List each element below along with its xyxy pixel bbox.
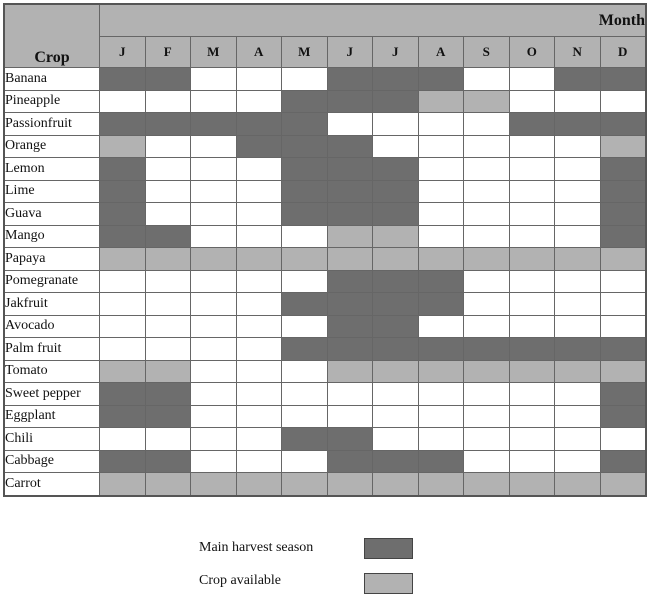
table-row [4, 405, 646, 428]
table-row [4, 135, 646, 158]
season-cell [191, 450, 237, 473]
season-cell [600, 203, 646, 226]
season-cell [145, 338, 191, 361]
season-cell [600, 473, 646, 496]
season-cell [418, 383, 464, 406]
season-cell [373, 405, 419, 428]
season-cell [145, 405, 191, 428]
table-row [4, 315, 646, 338]
season-cell [191, 315, 237, 338]
season-cell [100, 293, 146, 316]
season-cell [100, 338, 146, 361]
season-cell [464, 338, 510, 361]
season-cell [373, 135, 419, 158]
season-cell [418, 203, 464, 226]
season-cell [100, 473, 146, 496]
season-cell [282, 293, 328, 316]
season-cell [100, 450, 146, 473]
season-cell [236, 203, 282, 226]
season-cell [509, 270, 555, 293]
season-cell [464, 450, 510, 473]
season-cell [191, 293, 237, 316]
season-cell [555, 315, 601, 338]
season-cell [100, 180, 146, 203]
season-cell [236, 428, 282, 451]
season-cell [600, 90, 646, 113]
season-cell [418, 338, 464, 361]
season-cell [555, 270, 601, 293]
legend-main-label: Main harvest season [199, 540, 314, 555]
season-cell [145, 180, 191, 203]
season-cell [373, 225, 419, 248]
table-row [4, 113, 646, 136]
season-cell [191, 225, 237, 248]
season-cell [145, 450, 191, 473]
season-cell [145, 360, 191, 383]
season-cell [100, 203, 146, 226]
season-cell [373, 315, 419, 338]
crop-name: Avocado [4, 315, 100, 338]
season-cell [600, 338, 646, 361]
season-cell [145, 315, 191, 338]
season-cell [145, 473, 191, 496]
season-cell [100, 135, 146, 158]
season-cell [236, 180, 282, 203]
season-cell [555, 293, 601, 316]
season-cell [600, 428, 646, 451]
season-cell [418, 360, 464, 383]
season-cell [327, 135, 373, 158]
season-cell [555, 68, 601, 91]
season-cell [464, 383, 510, 406]
crop-rows [4, 68, 646, 496]
crop-name: Tomato [4, 360, 100, 383]
month-label: D [600, 37, 646, 68]
season-cell [464, 158, 510, 181]
season-cell [100, 248, 146, 271]
season-cell [555, 90, 601, 113]
season-cell [509, 428, 555, 451]
season-cell [555, 405, 601, 428]
season-cell [464, 315, 510, 338]
season-cell [373, 383, 419, 406]
season-cell [327, 180, 373, 203]
season-cell [509, 158, 555, 181]
season-cell [509, 68, 555, 91]
season-cell [100, 428, 146, 451]
season-cell [509, 180, 555, 203]
harvest-calendar-table [3, 3, 647, 497]
season-cell [464, 405, 510, 428]
season-cell [100, 113, 146, 136]
season-cell [464, 428, 510, 451]
season-cell [100, 315, 146, 338]
season-cell [145, 68, 191, 91]
season-cell [418, 428, 464, 451]
season-cell [464, 225, 510, 248]
season-cell [327, 473, 373, 496]
season-cell [145, 383, 191, 406]
crop-name: Papaya [4, 248, 100, 271]
crop-name: Carrot [4, 473, 100, 496]
season-cell [464, 473, 510, 496]
crop-name: Lemon [4, 158, 100, 181]
season-cell [373, 360, 419, 383]
season-cell [191, 360, 237, 383]
season-cell [327, 383, 373, 406]
season-cell [418, 180, 464, 203]
month-label: J [327, 37, 373, 68]
crop-name: Guava [4, 203, 100, 226]
season-cell [145, 428, 191, 451]
season-cell [373, 293, 419, 316]
season-cell [373, 428, 419, 451]
season-cell [282, 383, 328, 406]
season-cell [464, 248, 510, 271]
table-row [4, 338, 646, 361]
season-cell [327, 248, 373, 271]
crop-name: Jakfruit [4, 293, 100, 316]
season-cell [509, 450, 555, 473]
crop-name: Eggplant [4, 405, 100, 428]
month-label: J [100, 37, 146, 68]
season-cell [236, 360, 282, 383]
month-label: M [191, 37, 237, 68]
season-cell [464, 360, 510, 383]
season-cell [100, 68, 146, 91]
season-cell [418, 270, 464, 293]
season-cell [373, 158, 419, 181]
table-row [4, 450, 646, 473]
season-cell [236, 405, 282, 428]
season-cell [600, 405, 646, 428]
month-label: A [236, 37, 282, 68]
season-cell [145, 225, 191, 248]
season-cell [555, 360, 601, 383]
season-cell [282, 315, 328, 338]
season-cell [236, 225, 282, 248]
season-cell [600, 180, 646, 203]
month-label: M [282, 37, 328, 68]
season-cell [418, 90, 464, 113]
season-cell [509, 90, 555, 113]
crop-name: Chili [4, 428, 100, 451]
season-cell [282, 225, 328, 248]
season-cell [327, 113, 373, 136]
season-cell [327, 225, 373, 248]
season-cell [509, 135, 555, 158]
season-cell [509, 383, 555, 406]
season-cell [509, 315, 555, 338]
season-cell [600, 293, 646, 316]
season-cell [327, 338, 373, 361]
season-cell [418, 135, 464, 158]
crop-name: Pomegranate [4, 270, 100, 293]
season-cell [282, 248, 328, 271]
month-labels-row [4, 37, 646, 68]
season-cell [418, 68, 464, 91]
season-cell [555, 450, 601, 473]
season-cell [509, 338, 555, 361]
season-cell [418, 225, 464, 248]
season-cell [145, 135, 191, 158]
season-cell [509, 405, 555, 428]
season-cell [282, 473, 328, 496]
season-cell [236, 68, 282, 91]
season-cell [555, 248, 601, 271]
legend-available-swatch [364, 573, 413, 594]
season-cell [373, 248, 419, 271]
month-label: S [464, 37, 510, 68]
table-row [4, 225, 646, 248]
season-cell [464, 113, 510, 136]
season-cell [191, 68, 237, 91]
season-cell [236, 113, 282, 136]
season-cell [236, 338, 282, 361]
season-cell [191, 383, 237, 406]
season-cell [373, 113, 419, 136]
season-cell [145, 158, 191, 181]
season-cell [191, 428, 237, 451]
season-cell [555, 383, 601, 406]
season-cell [327, 428, 373, 451]
season-cell [600, 158, 646, 181]
crop-name: Banana [4, 68, 100, 91]
season-cell [236, 90, 282, 113]
season-cell [509, 360, 555, 383]
season-cell [145, 90, 191, 113]
season-cell [236, 315, 282, 338]
season-cell [236, 270, 282, 293]
season-cell [509, 225, 555, 248]
season-cell [191, 248, 237, 271]
season-cell [282, 450, 328, 473]
season-cell [100, 383, 146, 406]
table-row [4, 473, 646, 496]
season-cell [191, 90, 237, 113]
season-cell [100, 270, 146, 293]
season-cell [509, 293, 555, 316]
month-label: O [509, 37, 555, 68]
season-cell [282, 135, 328, 158]
season-cell [464, 90, 510, 113]
season-cell [373, 180, 419, 203]
season-cell [282, 270, 328, 293]
season-cell [327, 405, 373, 428]
crop-name: Pineapple [4, 90, 100, 113]
season-cell [418, 315, 464, 338]
season-cell [191, 135, 237, 158]
season-cell [236, 248, 282, 271]
season-cell [600, 270, 646, 293]
season-cell [464, 135, 510, 158]
season-cell [236, 293, 282, 316]
season-cell [191, 180, 237, 203]
season-cell [600, 383, 646, 406]
season-cell [145, 248, 191, 271]
season-cell [327, 360, 373, 383]
season-cell [418, 113, 464, 136]
season-cell [600, 450, 646, 473]
season-cell [282, 158, 328, 181]
crop-name: Lime [4, 180, 100, 203]
crop-name: Cabbage [4, 450, 100, 473]
table-row [4, 428, 646, 451]
season-cell [418, 450, 464, 473]
crop-name: Palm fruit [4, 338, 100, 361]
season-cell [418, 473, 464, 496]
season-cell [555, 473, 601, 496]
season-cell [464, 180, 510, 203]
table-row [4, 248, 646, 271]
season-cell [373, 270, 419, 293]
legend-main-swatch [364, 538, 413, 559]
season-cell [145, 293, 191, 316]
season-cell [555, 225, 601, 248]
season-cell [373, 68, 419, 91]
season-cell [555, 113, 601, 136]
crop-name: Mango [4, 225, 100, 248]
season-cell [464, 68, 510, 91]
season-cell [464, 293, 510, 316]
season-cell [327, 293, 373, 316]
table-row [4, 293, 646, 316]
season-cell [145, 113, 191, 136]
season-cell [282, 68, 328, 91]
season-cell [418, 293, 464, 316]
crop-name: Passionfruit [4, 113, 100, 136]
season-cell [282, 203, 328, 226]
season-cell [555, 203, 601, 226]
season-cell [373, 338, 419, 361]
season-cell [191, 270, 237, 293]
season-cell [236, 135, 282, 158]
season-cell [373, 473, 419, 496]
season-cell [600, 113, 646, 136]
season-cell [600, 225, 646, 248]
month-label: F [145, 37, 191, 68]
legend-available-label: Crop available [199, 573, 282, 588]
season-cell [418, 248, 464, 271]
season-cell [418, 405, 464, 428]
season-cell [236, 450, 282, 473]
season-cell [373, 450, 419, 473]
season-cell [600, 248, 646, 271]
season-cell [555, 180, 601, 203]
month-label: N [555, 37, 601, 68]
season-cell [327, 68, 373, 91]
table-row [4, 68, 646, 91]
season-cell [600, 135, 646, 158]
season-cell [191, 203, 237, 226]
season-cell [191, 405, 237, 428]
crop-name: Sweet pepper [4, 383, 100, 406]
season-cell [282, 405, 328, 428]
season-cell [145, 203, 191, 226]
season-cell [282, 428, 328, 451]
season-cell [282, 360, 328, 383]
season-cell [100, 225, 146, 248]
season-cell [509, 113, 555, 136]
table-row [4, 383, 646, 406]
season-cell [191, 158, 237, 181]
table-row [4, 180, 646, 203]
season-cell [327, 203, 373, 226]
table-row [4, 270, 646, 293]
season-cell [282, 113, 328, 136]
season-cell [100, 360, 146, 383]
table-row [4, 203, 646, 226]
table-row [4, 90, 646, 113]
season-cell [282, 180, 328, 203]
season-cell [600, 68, 646, 91]
season-cell [555, 135, 601, 158]
month-group-header: Month [100, 4, 647, 37]
season-cell [100, 90, 146, 113]
season-cell [327, 90, 373, 113]
season-cell [600, 315, 646, 338]
season-cell [509, 473, 555, 496]
season-cell [282, 90, 328, 113]
season-cell [555, 428, 601, 451]
season-cell [236, 158, 282, 181]
season-cell [555, 158, 601, 181]
season-cell [464, 270, 510, 293]
season-cell [145, 270, 191, 293]
season-cell [236, 383, 282, 406]
table-row [4, 360, 646, 383]
season-cell [191, 473, 237, 496]
season-cell [555, 338, 601, 361]
crop-column-header: Crop [4, 4, 100, 68]
season-cell [373, 203, 419, 226]
season-cell [373, 90, 419, 113]
season-cell [191, 338, 237, 361]
season-cell [509, 203, 555, 226]
season-cell [100, 405, 146, 428]
season-cell [418, 158, 464, 181]
season-cell [327, 315, 373, 338]
table-row [4, 158, 646, 181]
season-cell [464, 203, 510, 226]
month-label: J [373, 37, 419, 68]
season-cell [600, 360, 646, 383]
season-cell [509, 248, 555, 271]
season-cell [327, 270, 373, 293]
season-cell [191, 113, 237, 136]
season-cell [327, 158, 373, 181]
season-cell [100, 158, 146, 181]
crop-name: Orange [4, 135, 100, 158]
season-cell [327, 450, 373, 473]
month-label: A [418, 37, 464, 68]
season-cell [282, 338, 328, 361]
season-cell [236, 473, 282, 496]
